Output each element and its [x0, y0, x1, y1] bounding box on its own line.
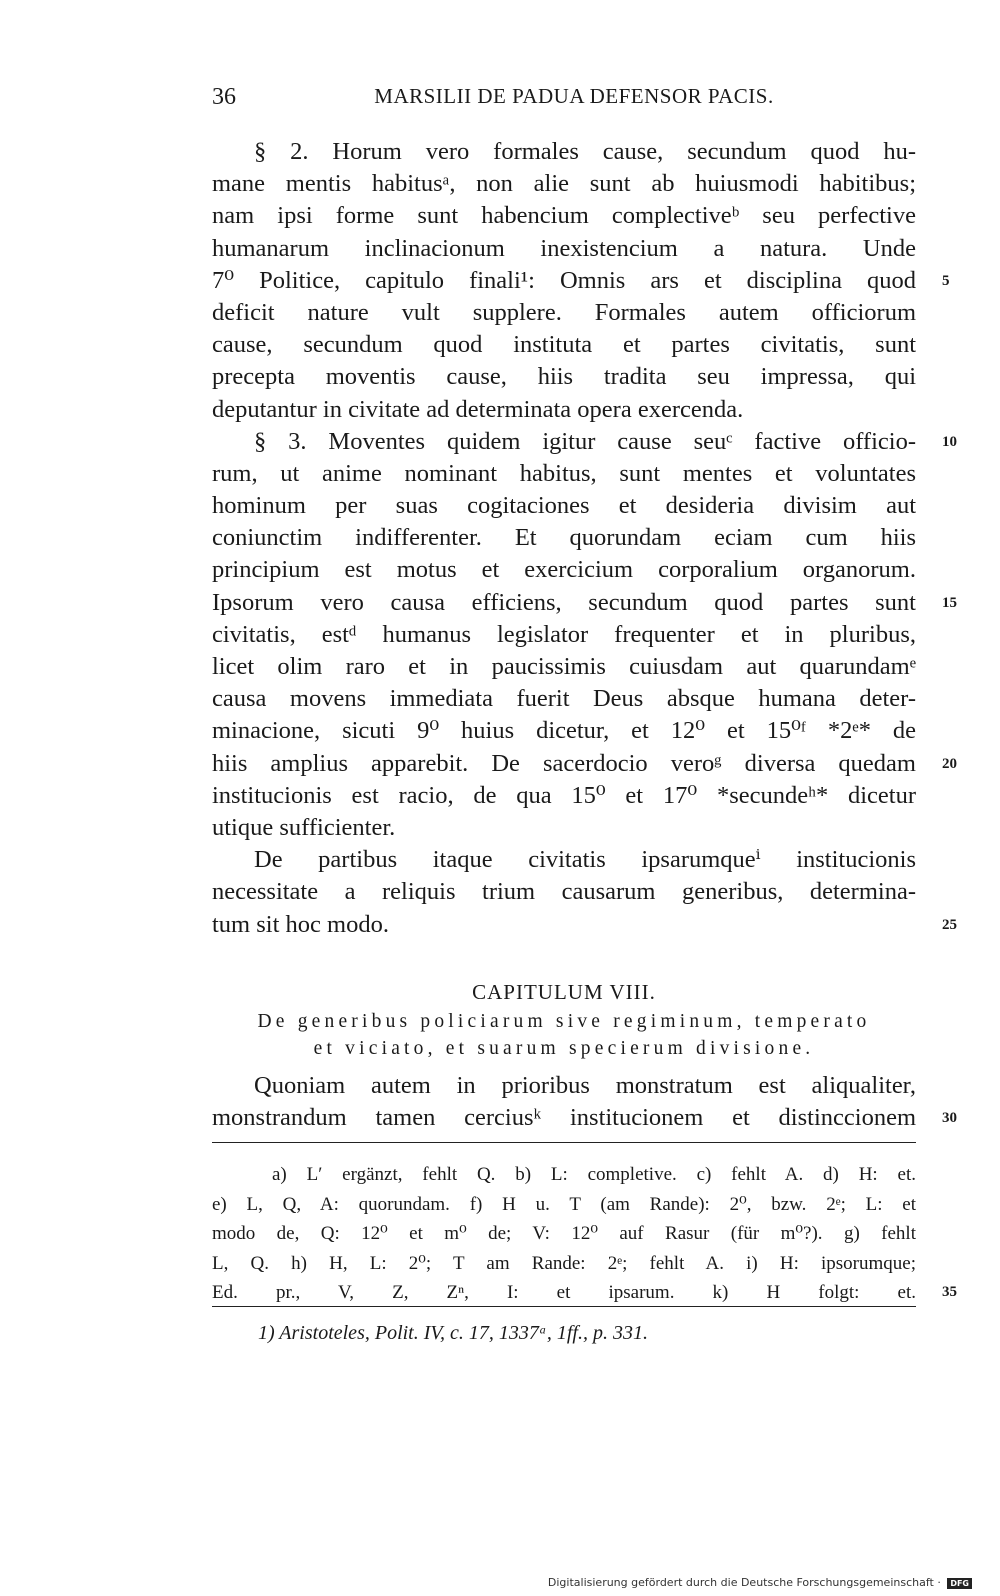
text-line [212, 361, 916, 393]
line-number: 5 [942, 272, 950, 289]
text-line [212, 1160, 916, 1190]
line-text: coniunctim indifferenter. Et quorundam eciam cum hiis [212, 524, 916, 552]
text-line [212, 265, 950, 297]
text-line [212, 297, 916, 329]
line-text: minacione, sicuti 9⁰ huius dicetur, et 12⁰ et 15⁰ᶠ *2ᵉ* de [212, 717, 916, 745]
text-line [212, 909, 957, 941]
text-line [212, 715, 916, 747]
apparatus-divider [212, 1142, 916, 1143]
line-text: L, Q. h) H, L: 2⁰; T am Rande: 2ᵉ; fehlt A. i) H: ipsorumque; [212, 1252, 916, 1274]
chapter-text [212, 1070, 957, 1134]
text-line [212, 748, 957, 780]
line-number: 35 [942, 1284, 957, 1300]
line-text: principium est motus et exercicium corporalium organorum. [212, 556, 916, 584]
text-line [212, 651, 916, 683]
text-line [212, 458, 916, 490]
text-line [212, 426, 957, 458]
footnote: 1) Aristoteles, Polit. IV, c. 17, 1337ᵃ, 1ff., p. 331. [258, 1322, 648, 1344]
line-text: civitatis, estᵈ humanus legislator frequenter et in pluribus, [212, 620, 916, 648]
line-text: precepta moventis cause, hiis tradita seu impressa, qui [212, 363, 916, 391]
text-line [212, 812, 916, 844]
running-title: MARSILII DE PADUA DEFENSOR PACIS. [374, 84, 774, 108]
text-line [212, 1190, 916, 1220]
line-text: Ed. pr., V, Z, Zⁿ, I: et ipsarum. k) H folgt: et. [212, 1282, 916, 1303]
line-text: Quoniam autem in prioribus monstratum est aliqualiter, [254, 1072, 916, 1099]
text-line [212, 522, 916, 554]
main-text [212, 136, 957, 941]
text-line [212, 1219, 916, 1249]
line-number: 30 [942, 1110, 957, 1127]
line-text: humanarum inclinacionum inexistencium a natura. Unde [212, 234, 916, 262]
digitization-credit [548, 1576, 972, 1589]
line-text: mane mentis habitusᵃ, non alie sunt ab huiusmodi habitibus; [212, 170, 916, 198]
line-text: nam ipsi forme sunt habencium complectiveᵇ seu perfective [212, 202, 916, 230]
line-number: 20 [942, 755, 957, 772]
line-text: licet olim raro et in paucissimis cuiusdam aut quarundamᵉ [212, 653, 916, 680]
line-text: deputantur in civitate ad determinata opera exercenda. [212, 395, 744, 423]
text-line [212, 1102, 957, 1134]
line-text: necessitate a reliquis trium causarum generibus, determina- [212, 878, 916, 906]
text-line [212, 780, 916, 812]
line-text: De partibus itaque civitatis ipsarumqueⁱ institucionis [254, 846, 916, 874]
line-number: 10 [942, 433, 957, 450]
text-line [212, 329, 916, 361]
dfg-logo: DFG [947, 1578, 972, 1589]
line-text: modo de, Q: 12⁰ et m⁰ de; V: 12⁰ auf Rasur (für m⁰?). g) fehlt [212, 1223, 916, 1244]
text-line [212, 1070, 916, 1102]
line-text: cause, secundum quod instituta et partes civitatis, sunt [212, 331, 916, 359]
line-text: hominum per suas cogitaciones et desideria divisim aut [212, 492, 916, 520]
page-header [212, 84, 916, 118]
critical-apparatus [212, 1160, 957, 1308]
text-line [212, 587, 957, 619]
chapter-subtitle-line-1: De generibus policiarum sive regiminum, temperato [257, 1011, 871, 1032]
text-line [212, 1249, 916, 1279]
chapter-heading [212, 976, 916, 1062]
line-text: rum, ut anime nominant habitus, sunt mentes et voluntates [212, 459, 916, 487]
line-number: 25 [942, 916, 957, 933]
text-line [212, 554, 916, 586]
line-text: § 3. Moventes quidem igitur cause seuᶜ factive officio- [254, 427, 916, 455]
chapter-subtitle-line-2: et viciato, et suarum specierum divisione. [313, 1038, 815, 1059]
line-text: hiis amplius apparebit. De sacerdocio veroᵍ diversa quedam [212, 749, 916, 777]
text-line [212, 683, 916, 715]
text-line [212, 200, 916, 232]
line-text: Ipsorum vero causa efficiens, secundum quod partes sunt [212, 588, 916, 616]
line-text: e) L, Q, A: quorundam. f) H u. T (am Rande): 2⁰, bzw. 2ᵉ; L: et [212, 1193, 916, 1215]
line-text: a) L′ ergänzt, fehlt Q. b) L: completive. c) fehlt A. d) H: et. [272, 1164, 916, 1185]
page-number: 36 [212, 84, 236, 110]
line-text: 7⁰ Politice, capitulo finali¹: Omnis ars et disciplina quod [212, 266, 916, 294]
line-text: causa movens immediata fuerit Deus absque humana deter- [212, 685, 916, 713]
line-text: monstrandum tamen cerciusᵏ institucionem et distinccionem [212, 1104, 916, 1132]
credit-text: Digitalisierung gefördert durch die Deutsche Forschungsgemeinschaft · [547, 1576, 941, 1589]
line-text: deficit nature vult supplere. Formales autem officiorum [212, 298, 916, 326]
text-line [212, 876, 916, 908]
text-line [212, 233, 916, 265]
text-line [212, 136, 916, 168]
line-number: 15 [942, 594, 957, 611]
text-line [212, 1278, 957, 1308]
line-text: tum sit hoc modo. [212, 910, 389, 938]
line-text: utique sufficienter. [212, 813, 396, 841]
text-line [212, 394, 916, 426]
text-line [212, 619, 916, 651]
line-text: institucionis est racio, de qua 15⁰ et 17⁰ *secundeʰ* dicetur [212, 781, 916, 809]
text-line [212, 490, 916, 522]
line-text: § 2. Horum vero formales cause, secundum quod hu- [254, 138, 916, 165]
text-line [212, 168, 916, 200]
text-line [212, 844, 916, 876]
footnote-divider [212, 1306, 916, 1307]
chapter-title: CAPITULUM VIII. [472, 980, 656, 1004]
